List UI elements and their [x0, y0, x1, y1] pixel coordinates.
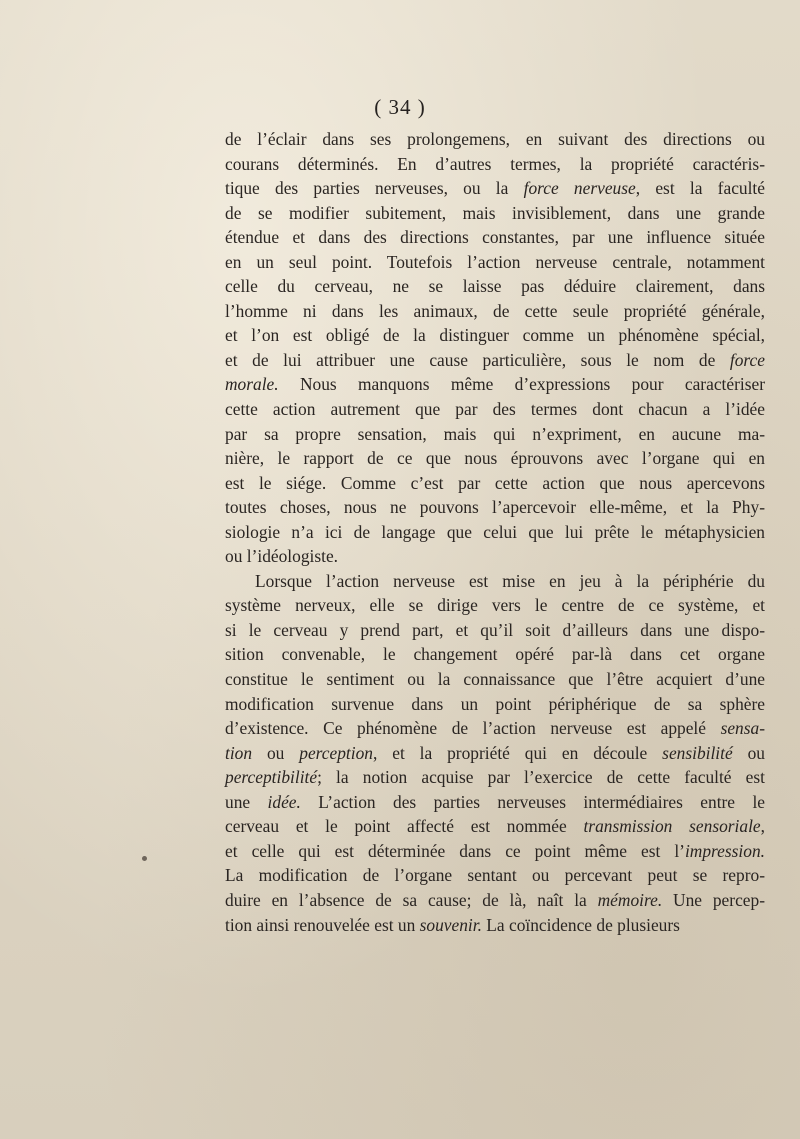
- text-line: [225, 863, 765, 888]
- italic-term: sensa-: [720, 718, 765, 739]
- text-run: La modification de l’organe sentant ou percevant peut se repro-: [225, 865, 765, 886]
- text-line: [225, 127, 765, 152]
- italic-term: force nerveuse: [523, 178, 636, 199]
- text-line: [225, 544, 765, 569]
- text-line: [225, 790, 765, 815]
- text-run: constitue le sentiment ou la connaissance que l’être acquiert d’une: [225, 669, 765, 690]
- text-run: Nous manquons même d’expressions pour caractériser: [278, 374, 765, 395]
- text-run: , et la propriété qui en découle: [372, 742, 663, 763]
- text-line: [225, 471, 765, 496]
- text-run: une: [225, 791, 268, 812]
- ink-spot: [142, 856, 147, 861]
- text-run: sition convenable, le changement opéré par-là dans cet organe: [225, 644, 765, 665]
- text-line: [225, 299, 765, 324]
- text-run: et celle qui est déterminée dans ce point même est l’: [225, 840, 685, 861]
- text-run: siologie n’a ici de langage que celui que lui prête le métaphysicien: [225, 521, 765, 542]
- text-line: [225, 397, 765, 422]
- text-line: [225, 152, 765, 177]
- text-line: [225, 520, 765, 545]
- italic-term: morale.: [225, 374, 279, 395]
- text-run: ,: [760, 816, 765, 837]
- text-line: [225, 495, 765, 520]
- text-run: en un seul point. Toutefois l’action nerveuse centrale, notamment: [225, 251, 765, 272]
- text-run: duire en l’absence de sa cause; de là, naît la: [225, 889, 598, 910]
- text-run: celle du cerveau, ne se laisse pas déduire clairement, dans: [225, 276, 765, 297]
- text-line: [225, 569, 765, 594]
- text-line: [225, 814, 765, 839]
- text-line: [225, 274, 765, 299]
- text-line: [225, 225, 765, 250]
- italic-term: transmission sensoriale: [583, 816, 761, 837]
- text-run: ou: [252, 742, 300, 763]
- text-line: [225, 201, 765, 226]
- text-run: ou l’idéologiste.: [225, 546, 339, 567]
- text-line: [225, 323, 765, 348]
- text-run: Une percep-: [662, 889, 765, 910]
- italic-term: mémoire.: [597, 889, 663, 910]
- text-run: est le siége. Comme c’est par cette action que nous apercevons: [225, 472, 765, 493]
- text-run: étendue et dans des directions constantes, par une influence située: [225, 227, 765, 248]
- text-run: , est la faculté: [635, 178, 765, 199]
- text-line: [225, 642, 765, 667]
- text-run: ; la notion acquise par l’exercice de cette faculté est: [317, 767, 765, 788]
- text-line: [225, 250, 765, 275]
- text-line: [225, 888, 765, 913]
- italic-term: perception: [299, 742, 373, 763]
- page-number: ( 34 ): [374, 95, 426, 119]
- text-line: [225, 716, 765, 741]
- text-run: modification survenue dans un point périphérique de sa sphère: [225, 693, 765, 714]
- text-run: cerveau et le point affecté est nommée: [225, 816, 584, 837]
- text-run: tion ainsi renouvelée est un: [225, 914, 420, 935]
- text-line: [225, 692, 765, 717]
- italic-term: perceptibilité: [225, 767, 318, 788]
- text-run: nière, le rapport de ce que nous éprouvons avec l’organe qui en: [225, 448, 765, 469]
- text-run: par sa propre sensation, mais qui n’expriment, en aucune ma-: [225, 423, 765, 444]
- text-run: L’action des parties nerveuses intermédiaires entre le: [300, 791, 766, 812]
- text-run: ou: [732, 742, 765, 763]
- text-line: [225, 593, 765, 618]
- text-line: [225, 446, 765, 471]
- italic-term: souvenir.: [419, 914, 482, 935]
- text-run: Lorsque l’action nerveuse est mise en jeu à la périphérie du: [255, 570, 765, 591]
- text-run: de se modifier subitement, mais invisiblement, dans une grande: [225, 202, 765, 223]
- text-line: [225, 422, 765, 447]
- text-run: système nerveux, elle se dirige vers le centre de ce système, et: [225, 595, 765, 616]
- text-line: [225, 372, 765, 397]
- text-line: [225, 176, 765, 201]
- text-run: toutes choses, nous ne pouvons l’apercevoir elle-même, et la Phy-: [225, 497, 765, 518]
- text-run: courans déterminés. En d’autres termes, la propriété caractéris-: [225, 153, 765, 174]
- text-run: et de lui attribuer une cause particulière, sous le nom de: [225, 349, 730, 370]
- italic-term: idée.: [267, 791, 301, 812]
- italic-term: impression.: [684, 840, 765, 861]
- text-run: tique des parties nerveuses, ou la: [225, 178, 524, 199]
- text-run: l’homme ni dans les animaux, de cette seule propriété générale,: [225, 300, 765, 321]
- italic-term: sensibilité: [662, 742, 733, 763]
- italic-term: force: [729, 349, 765, 370]
- text-line: [225, 741, 765, 766]
- text-run: et l’on est obligé de la distinguer comme un phénomène spécial,: [225, 325, 765, 346]
- text-line: [225, 765, 765, 790]
- text-run: de l’éclair dans ses prolongemens, en suivant des directions ou: [225, 129, 765, 149]
- text-run: La coïncidence de plusieurs: [481, 914, 680, 935]
- italic-term: tion: [225, 742, 253, 763]
- text-run: si le cerveau y prend part, et qu’il soit d’ailleurs dans une dispo-: [225, 619, 765, 640]
- text-line: [225, 839, 765, 864]
- body-text: [225, 127, 765, 937]
- text-run: cette action autrement que par des termes dont chacun a l’idée: [225, 399, 765, 420]
- text-run: d’existence. Ce phénomène de l’action nerveuse est appelé: [225, 718, 721, 739]
- text-line: [225, 618, 765, 643]
- text-line: [225, 348, 765, 373]
- text-line: [225, 913, 765, 938]
- text-line: [225, 667, 765, 692]
